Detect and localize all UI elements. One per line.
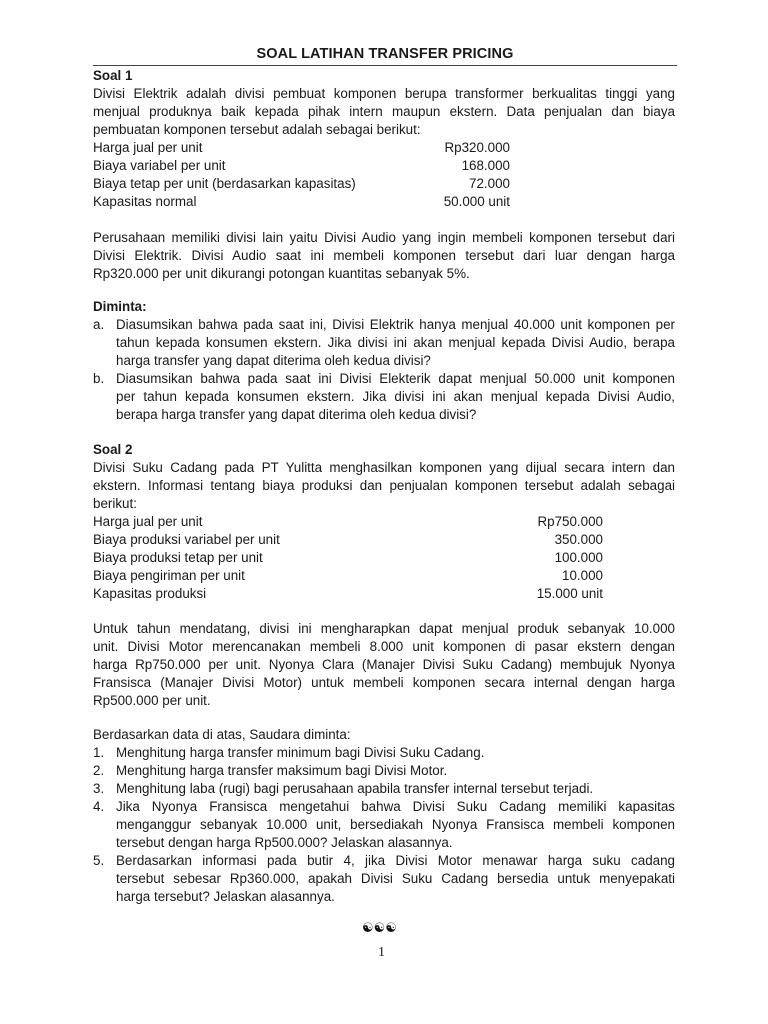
document-title: SOAL LATIHAN TRANSFER PRICING <box>256 46 514 62</box>
soal2-paragraph-line: unit. Divisi Motor merencanakan membeli 8.000 unit komponen di pasar ekstern dengan <box>93 639 675 654</box>
row-label: Biaya tetap per unit (berdasarkan kapasitas) <box>93 176 356 191</box>
question-line: berapa harga transfer yang dapat diterima oleh kedua divisi? <box>116 407 477 422</box>
list-marker: 1. <box>93 745 105 760</box>
soal1-intro-line: pembuatan komponen tersebut adalah sebagai berikut: <box>93 122 421 137</box>
question-line: tahun kepada konsumen ekstern. Jika divisi ini akan menjual kepada Divisi Audio, berapa <box>116 335 675 350</box>
row-label: Biaya produksi tetap per unit <box>93 550 263 565</box>
yin-yang-icon: ☯☯☯ <box>362 920 397 935</box>
page-number: 1 <box>378 945 385 960</box>
soal1-paragraph-line: Divisi Elektrik. Divisi Audio saat ini membeli komponen tersebut dari luar dengan harga <box>93 248 675 263</box>
list-marker: 4. <box>93 799 105 814</box>
question-line: per tahun kepada konsumen ekstern. Jika divisi ini akan menjual kepada Divisi Audio, <box>116 389 675 404</box>
title-rule <box>93 65 677 66</box>
soal1-paragraph-line: Rp320.000 per unit dikurangi potongan kuantitas sebanyak 5%. <box>93 266 470 281</box>
question-line: Menghitung laba (rugi) bagi perusahaan apabila transfer internal tersebut terjadi. <box>116 781 594 796</box>
question-line: Diasumsikan bahwa pada saat ini Divisi Elekterik dapat menjual 50.000 unit komponen <box>116 371 675 386</box>
question-line: tersebut dengan harga Rp500.000? Jelaskan alasannya. <box>116 835 453 850</box>
list-marker: 5. <box>93 853 105 868</box>
question-line: tersebut sebesar Rp360.000, apakah Divisi Suku Cadang bersedia untuk menyepakati <box>116 871 675 886</box>
soal2-paragraph-line: harga Rp750.000 per unit. Nyonya Clara (Manajer Divisi Suku Cadang) membujuk Nyonya <box>93 657 675 672</box>
row-value: 100.000 <box>554 550 603 565</box>
soal1-diminta-heading: Diminta: <box>93 299 147 314</box>
row-label: Biaya produksi variabel per unit <box>93 532 280 547</box>
row-value: 10.000 <box>562 568 603 583</box>
question-line: harga transfer yang dapat diterima oleh kedua divisi? <box>116 353 431 368</box>
row-label: Harga jual per unit <box>93 514 203 529</box>
row-label: Harga jual per unit <box>93 140 203 155</box>
list-marker: a. <box>93 317 105 332</box>
row-label: Biaya pengiriman per unit <box>93 568 245 583</box>
row-value: 72.000 <box>469 176 510 191</box>
soal2-diminta-intro: Berdasarkan data di atas, Saudara diminta: <box>93 727 351 742</box>
question-line: Diasumsikan bahwa pada saat ini, Divisi Elektrik hanya menjual 40.000 unit komponen per <box>116 317 675 332</box>
soal2-heading: Soal 2 <box>93 442 133 457</box>
soal2-intro-line: ekstern. Informasi tentang biaya produksi dan penjualan komponen tersebut adalah sebagai <box>93 478 675 493</box>
question-line: menganggur sebanyak 10.000 unit, bersediakah Nyonya Fransisca membeli komponen <box>116 817 675 832</box>
soal2-intro-line: Divisi Suku Cadang pada PT Yulitta menghasilkan komponen yang dijual secara intern dan <box>93 460 675 475</box>
row-label: Biaya variabel per unit <box>93 158 226 173</box>
row-label: Kapasitas normal <box>93 194 197 209</box>
soal1-intro-line: Divisi Elektrik adalah divisi pembuat komponen berupa transformer berkualitas tinggi yang <box>93 86 675 101</box>
question-line: Jika Nyonya Fransisca mengetahui bahwa Divisi Suku Cadang memiliki kapasitas <box>116 799 675 814</box>
soal2-paragraph-line: Rp500.000 per unit. <box>93 693 211 708</box>
row-value: Rp320.000 <box>444 140 510 155</box>
row-value: Rp750.000 <box>537 514 603 529</box>
question-line: Menghitung harga transfer minimum bagi Divisi Suku Cadang. <box>116 745 485 760</box>
soal2-paragraph-line: Fransisca (Manajer Divisi Motor) untuk membeli komponen secara internal dengan harga <box>93 675 675 690</box>
question-line: Menghitung harga transfer maksimum bagi Divisi Motor. <box>116 763 448 778</box>
soal1-intro-line: menjual produknya baik kepada pihak intern maupun ekstern. Data penjualan dan biaya <box>93 104 675 119</box>
row-value: 50.000 unit <box>443 194 510 209</box>
soal2-paragraph-line: Untuk tahun mendatang, divisi ini mengharapkan dapat menjual produk sebanyak 10.000 <box>93 621 675 636</box>
row-value: 168.000 <box>461 158 510 173</box>
question-line: Berdasarkan informasi pada butir 4, jika Divisi Motor menawar harga suku cadang <box>116 853 675 868</box>
list-marker: b. <box>93 371 105 386</box>
soal1-paragraph-line: Perusahaan memiliki divisi lain yaitu Divisi Audio yang ingin membeli komponen tersebut dari <box>93 230 675 245</box>
soal1-heading: Soal 1 <box>93 68 133 83</box>
list-marker: 2. <box>93 763 105 778</box>
row-value: 350.000 <box>554 532 603 547</box>
question-line: harga tersebut? Jelaskan alasannya. <box>116 889 335 904</box>
row-label: Kapasitas produksi <box>93 586 207 601</box>
soal2-intro-line: berikut: <box>93 496 137 511</box>
list-marker: 3. <box>93 781 105 796</box>
row-value: 15.000 unit <box>536 586 603 601</box>
